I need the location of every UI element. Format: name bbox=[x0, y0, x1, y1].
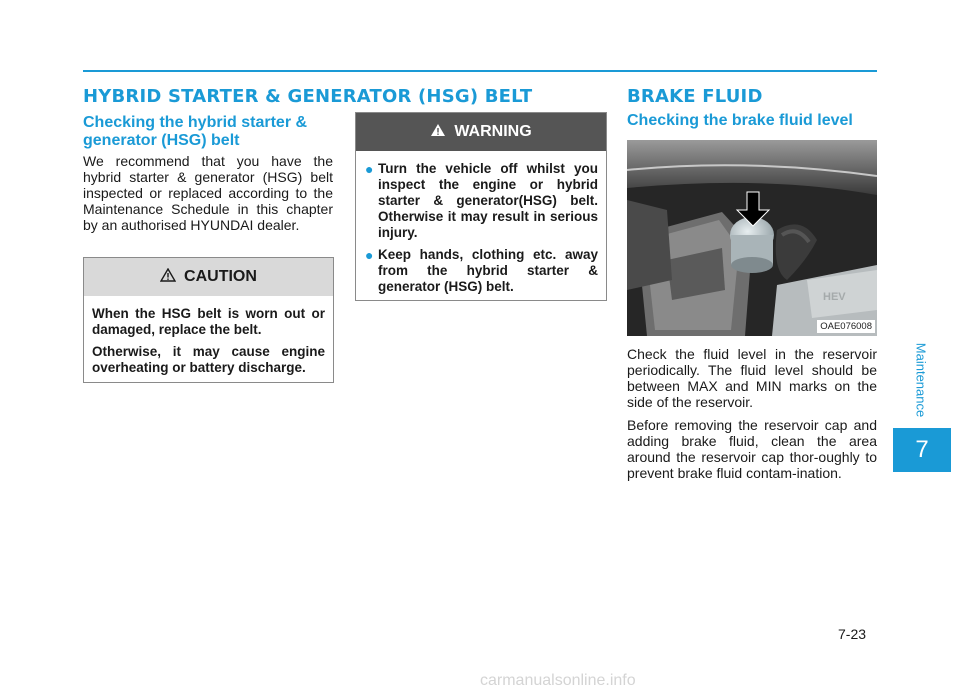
photo-caption: OAE076008 bbox=[817, 320, 875, 333]
engine-bay-photo bbox=[627, 140, 877, 336]
bullet-icon: ● bbox=[365, 161, 374, 177]
subtitle-line-2: generator (HSG) belt bbox=[83, 132, 240, 149]
warning-item-text: Keep hands, clothing etc. away from the hybrid starter & generator (HSG) belt. bbox=[378, 247, 598, 294]
caution-text-1: When the HSG belt is worn out or damaged, replace the belt. bbox=[92, 306, 325, 337]
brake-fluid-paragraph-2: Before removing the reservoir cap and adding brake fluid, clean the area around the reservoir cap thor-oughly to prevent brake fluid contam-ination. bbox=[627, 417, 877, 481]
brake-fluid-paragraph-1: Check the fluid level in the reservoir periodically. The fluid level should be between MAX and MIN marks on the side of the reservoir. bbox=[627, 346, 877, 410]
caution-text-2: Otherwise, it may cause engine overheating or battery discharge. bbox=[92, 344, 325, 375]
chapter-label: Maintenance bbox=[913, 342, 929, 418]
section-title-hsg-belt: HYBRID STARTER & GENERATOR (HSG) BELT bbox=[83, 86, 533, 107]
warning-header bbox=[356, 113, 606, 151]
chapter-tab: 7 bbox=[893, 428, 951, 472]
warning-body bbox=[356, 151, 606, 309]
warning-triangle-icon bbox=[430, 123, 446, 142]
caution-triangle-icon bbox=[160, 268, 176, 287]
caution-label: CAUTION bbox=[184, 268, 257, 285]
subtitle-hsg-belt bbox=[83, 114, 333, 150]
warning-item bbox=[364, 247, 598, 295]
warning-item-text: Turn the vehicle off whilst you inspect the engine or hybrid starter & generator(HSG) belt. Otherwise it may result in serious injury. bbox=[378, 161, 598, 240]
watermark: carmanualsonline.info bbox=[480, 672, 636, 689]
hsg-belt-paragraph: We recommend that you have the hybrid starter & generator (HSG) belt inspected or replaced according to the Maintenance Schedule in this chapter by an authorised HYUNDAI dealer. bbox=[83, 153, 333, 233]
caution-box bbox=[83, 257, 334, 383]
hev-badge: HEV bbox=[823, 291, 846, 303]
section-title-brake-fluid: BRAKE FLUID bbox=[627, 86, 763, 107]
subtitle-line-1: Checking the hybrid starter & bbox=[83, 114, 308, 131]
caution-body bbox=[84, 296, 333, 390]
brake-fluid-body bbox=[627, 346, 877, 488]
bullet-icon: ● bbox=[365, 247, 374, 263]
caution-header bbox=[84, 258, 333, 296]
warning-box bbox=[355, 112, 607, 301]
warning-label: WARNING bbox=[454, 123, 532, 140]
header-rule bbox=[83, 70, 877, 72]
warning-list bbox=[364, 161, 598, 295]
page-number: 7-23 bbox=[838, 626, 867, 642]
subtitle-brake-fluid: Checking the brake fluid level bbox=[627, 112, 853, 129]
hsg-belt-body bbox=[83, 153, 333, 240]
warning-item bbox=[364, 161, 598, 241]
